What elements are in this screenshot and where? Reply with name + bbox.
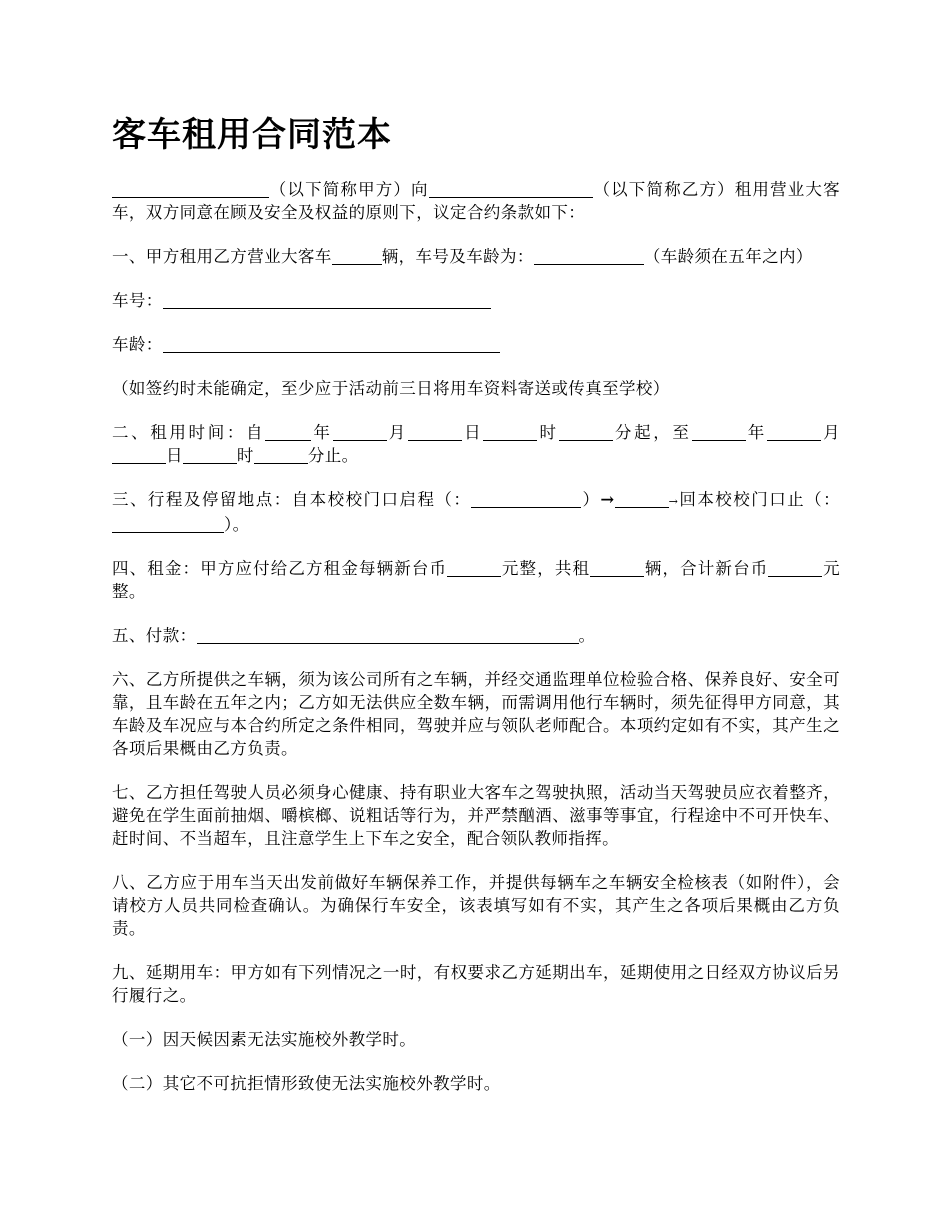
clause-3: 三、行程及停留地点：自本校校门口启程（： ）→ →回本校校门口止（：）。 — [112, 490, 840, 534]
age-blank[interactable] — [163, 335, 500, 353]
end-day-blank[interactable] — [112, 446, 166, 464]
clause-7: 七、乙方担任驾驶人员必须身心健康、持有职业大客车之驾驶执照，活动当天驾驶员应衣着整齐，避免在学生面前抽烟、嚼槟榔、说粗话等行为，并严禁酗酒、滋事等事宜，行程途中不可开快车、赶时间、不当超车，且注意学生上下车之安全，配合领队教师指挥。 — [112, 783, 840, 848]
departure-stop-blank[interactable] — [471, 490, 581, 508]
party-b-blank[interactable] — [429, 180, 593, 198]
end-minute-blank[interactable] — [254, 446, 308, 464]
return-stop-blank[interactable] — [112, 515, 224, 533]
bus-count-blank[interactable] — [332, 247, 382, 265]
clause-9-item-1: （一）因天候因素无法实施校外教学时。 — [112, 1030, 417, 1049]
clause-6: 六、乙方所提供之车辆，须为该公司所有之车辆，并经交通监理单位检验合格、保养良好、安全可靠，且车龄在五年之内；乙方如无法供应全数车辆，而需调用他行车辆时，须先征得甲方同意，其车龄及车况应与本合约所定之条件相同，驾驶并应与领队老师配合。本项约定如有不实，其产生之各项后果概由乙方负责。 — [112, 670, 840, 758]
plate-blank[interactable] — [163, 291, 491, 309]
clause-2: 二、租用时间：自 年 月 日 时 分起，至 年 月日 时 分止。 — [112, 423, 841, 465]
clause-9-item-2: （二）其它不可抗拒情形致使无法实施校外教学时。 — [112, 1074, 501, 1093]
clause-9: 九、延期用车：甲方如有下列情况之一时，有权要求乙方延期出车，延期使用之日经双方协议后另行履行之。 — [112, 963, 840, 1005]
start-month-blank[interactable] — [333, 423, 387, 441]
route-arrow-icon: → — [600, 490, 615, 509]
clause-4: 四、租金：甲方应付给乙方租金每辆新台币 元整，共租 辆，合计新台币 元整。 — [112, 559, 840, 601]
rent-per-bus-blank[interactable] — [447, 559, 501, 577]
document-body — [112, 178, 840, 1116]
age-line: 车龄： — [112, 333, 840, 356]
clause-8: 八、乙方应于用车当天出发前做好车辆保养工作，并提供每辆车之车辆安全检核表（如附件），会请校方人员共同检查确认。为确保行车安全，该表填写如有不实，其产生之各项后果概由乙方负责。 — [112, 873, 840, 938]
note-paragraph: （如签约时未能确定，至少应于活动前三日将用车资料寄送或传真至学校） — [112, 379, 670, 398]
small-arrow-icon: → — [668, 495, 679, 508]
payment-blank[interactable] — [197, 626, 579, 644]
clause-1: 一、甲方租用乙方营业大客车 辆，车号及车龄为： （车龄须在五年之内） — [112, 247, 813, 266]
total-rent-blank[interactable] — [768, 559, 822, 577]
intro-paragraph: （以下简称甲方）向 （以下简称乙方）租用营业大客车，双方同意在顾及安全及权益的原则下，议定合约条款如下： — [112, 180, 840, 222]
start-hour-blank[interactable] — [483, 423, 537, 441]
destination-blank[interactable] — [615, 490, 669, 508]
end-year-blank[interactable] — [692, 423, 746, 441]
plate-age-blank[interactable] — [534, 247, 644, 265]
total-bus-blank[interactable] — [590, 559, 644, 577]
start-day-blank[interactable] — [408, 423, 462, 441]
plate-line: 车号： — [112, 289, 840, 312]
clause-5: 五、付款： 。 — [112, 626, 596, 645]
document-title: 客车租用合同范本 — [112, 115, 392, 155]
party-a-blank[interactable] — [112, 180, 269, 198]
start-year-blank[interactable] — [265, 423, 311, 441]
start-minute-blank[interactable] — [559, 423, 613, 441]
end-hour-blank[interactable] — [183, 446, 237, 464]
end-month-blank[interactable] — [767, 423, 821, 441]
